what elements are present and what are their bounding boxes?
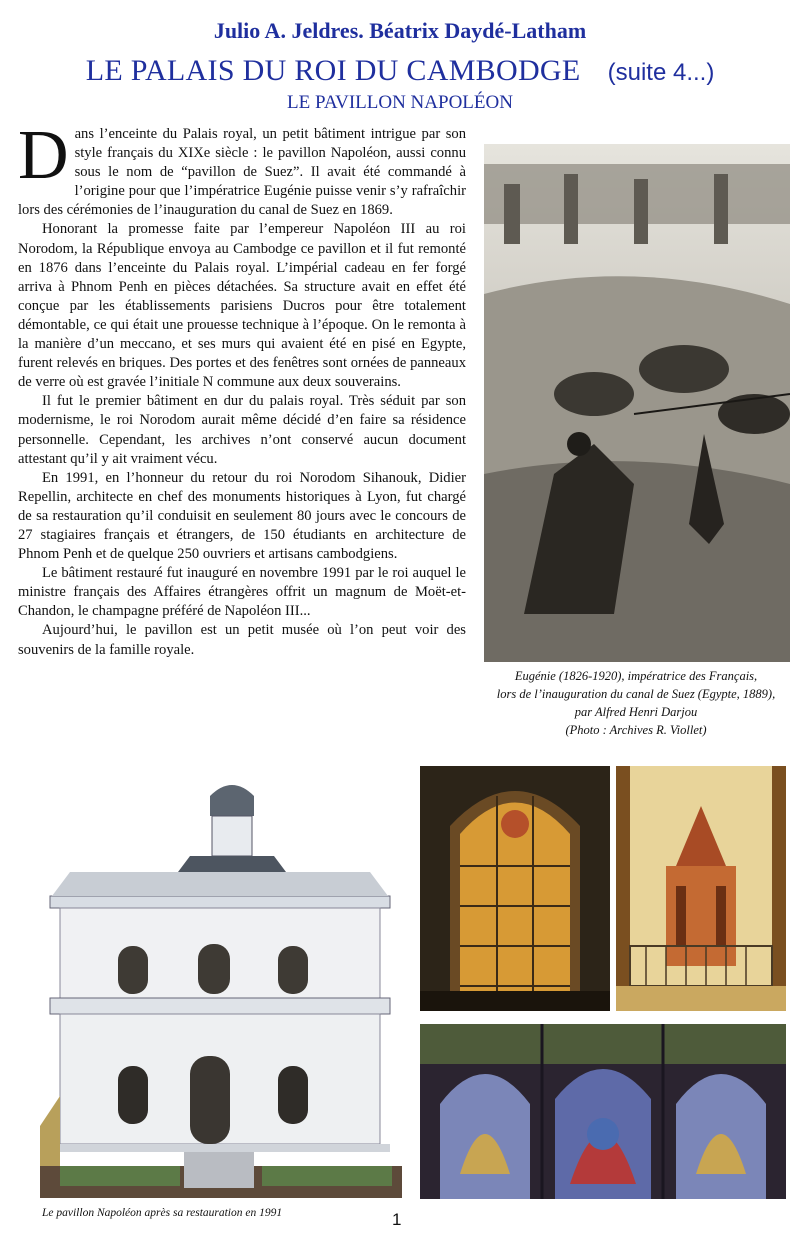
paragraph-1-text: ans l’enceinte du Palais royal, un petit bâtiment intrigue par son style français du XIXe siècle : le pavillon Napoléon, aussi connu sous le nom de “pavillon de Suez”. Il avait été commandé à l’origine pour que l’impératrice Eugénie puisse venir s’y rafraîchir lors des cérémonies de l’inauguration du canal de Suez en 1869. xyxy=(18,126,466,219)
paragraph-3: Il fut le premier bâtiment en dur du palais royal. Très séduit par son modernisme, le roi Norodom aurait même décidé d’en faire sa résidence personnelle. Cependant, les archives n’ont conservé aucun document attestant qu’il y ait vraiment vécu. xyxy=(18,393,466,467)
caption-line-3: par Alfred Henri Darjou xyxy=(574,705,698,719)
suite-label: (suite 4...) xyxy=(607,59,715,86)
page-number: 1 xyxy=(392,1210,402,1229)
caption-line-1: Eugénie (1826-1920), impératrice des Français, xyxy=(514,669,758,683)
stained-glass-illustration xyxy=(420,1024,786,1199)
pavilion-photo xyxy=(40,776,402,1198)
paragraph-6: Aujourd’hui, le pavillon est un petit musée où l’on peut voir des souvenirs de la famille royale. xyxy=(18,622,466,658)
balcony-illustration xyxy=(616,766,786,1011)
engraving-caption xyxy=(478,667,794,739)
pavilion-illustration xyxy=(40,776,402,1198)
window-illustration xyxy=(420,766,610,1011)
page-title: LE PALAIS DU ROI DU CAMBODGE xyxy=(85,54,581,87)
paragraph-2: Honorant la promesse faite par l’empereur Napoléon III au roi Norodom, la République envoya au Cambodge ce pavillon et il fut remonté en 1876 dans l’enceinte du Palais royal. L’impérial cadeau en fer forgé arriva à Phnom Penh en pièces détachées. Sa structure avait en effet été conçue par les établissements parisiens Ducros pour être totalement démontable, ce qui était une prouesse technique à l’époque. On le remonta à la manière d’un meccano, et ses murs qui avaient été en pisé en Egypte, furent relevés en briques. Des portes et des fenêtres sont ornées de panneaux de verre où est gravée l’initiale N commune aux deux souverains. xyxy=(18,221,466,391)
subtitle: LE PAVILLON NAPOLÉON xyxy=(287,92,513,113)
caption-line-2: lors de l’inauguration du canal de Suez (Egypte, 1889), xyxy=(496,687,776,701)
paragraph-5: Le bâtiment restauré fut inauguré en novembre 1991 par le roi auquel le ministre français des Affaires étrangères offrit un magnum de Moët-et-Chandon, le champagne préféré de Napoléon III... xyxy=(18,565,466,620)
caption-line-4: (Photo : Archives R. Viollet) xyxy=(565,723,707,737)
paragraph-4: En 1991, en l’honneur du retour du roi Norodom Sihanouk, Didier Repellin, architecte en chef des monuments historiques à Lyon, fut chargé de sa restauration qu’il conduisit en seulement 80 jours avec le concours de 27 stagiaires français et étrangers, de 150 étudiants en architecture de Phnom Penh et de quelque 250 ouvriers et artisans cambodgiens. xyxy=(18,469,466,563)
engraving-illustration xyxy=(484,144,790,662)
paragraph-1 xyxy=(18,117,466,220)
stained-glass-photo xyxy=(420,1024,786,1199)
pavilion-caption: Le pavillon Napoléon après sa restauration en 1991 xyxy=(42,1207,283,1219)
stained-window-photo xyxy=(420,766,610,1011)
article-body xyxy=(18,117,466,660)
drop-cap: D xyxy=(18,117,69,194)
title-row xyxy=(0,54,800,88)
balcony-photo xyxy=(616,766,786,1011)
engraving-eugenie xyxy=(484,144,790,662)
authors: Julio A. Jeldres. Béatrix Daydé-Latham xyxy=(213,18,587,43)
